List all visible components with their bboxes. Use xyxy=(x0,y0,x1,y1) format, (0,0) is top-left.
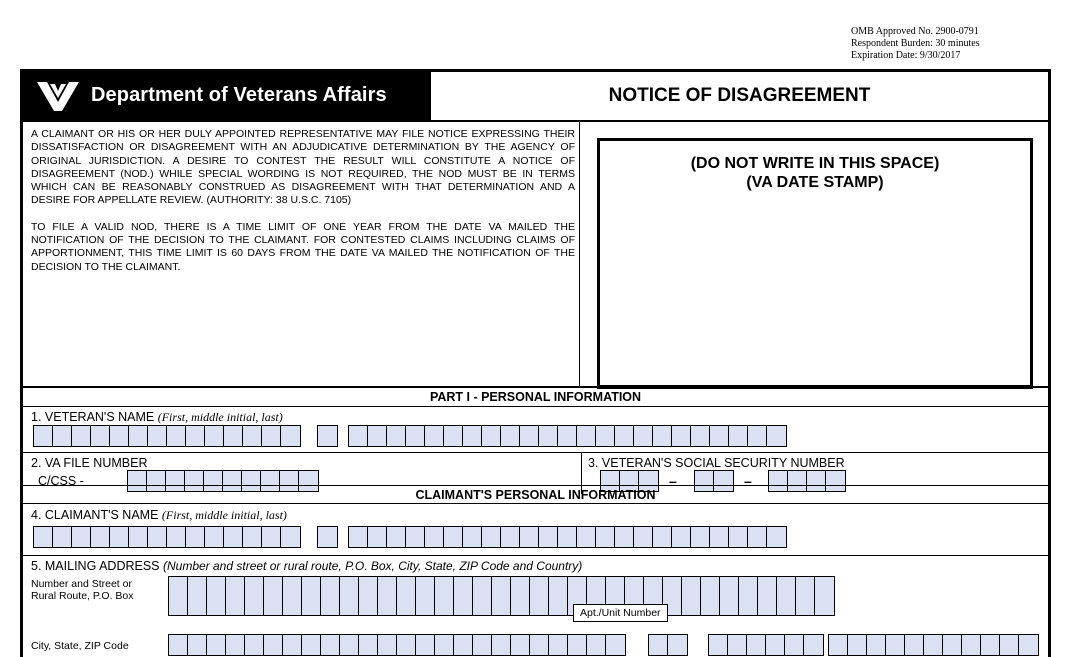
city-input[interactable] xyxy=(168,634,626,656)
form-header xyxy=(23,72,1048,122)
veteran-name-hint: (First, middle initial, last) xyxy=(157,410,283,424)
zip-code-input[interactable] xyxy=(828,634,1039,656)
mailing-address-label xyxy=(31,559,582,573)
va-logo-icon xyxy=(34,78,82,114)
street-label: Number and Street or Rural Route, P.O. Box xyxy=(31,578,134,602)
veteran-name-label xyxy=(31,410,283,425)
claimant-first-name-input[interactable] xyxy=(33,526,301,548)
stamp-line-2: (VA DATE STAMP) xyxy=(746,174,884,191)
form xyxy=(20,69,1051,657)
omb-expiration: Expiration Date: 9/30/2017 xyxy=(851,50,961,61)
department-name: Department of Veterans Affairs xyxy=(91,84,387,106)
street-address-input[interactable] xyxy=(168,576,835,616)
stamp-line-1: (DO NOT WRITE IN THIS SPACE) xyxy=(690,155,940,172)
file-number-prefix: C/CSS - xyxy=(38,474,84,488)
claimant-name-hint: (First, middle initial, last) xyxy=(161,508,287,522)
ssn-dash-1: – xyxy=(669,473,677,489)
intro-paragraph-2: TO FILE A VALID NOD, THERE IS A TIME LIMIT OF ONE YEAR FROM THE DATE VA MAILED THE NOTIFICATION OF THE DECISION TO THE CLAIMANT. FOR CONTESTED CLAIMS INCLUDING CLAIMS OF APPORTIONMENT, THIS TIME LIMIT IS 60 DAYS FROM THE DATE VA MAILED THE NOTIFICATION OF THE DECISION TO THE CLAIMANT. xyxy=(31,220,575,273)
claimant-heading: CLAIMANT'S PERSONAL INFORMATION xyxy=(23,485,1048,504)
claimant-name-label-text: 4. CLAIMANT'S NAME xyxy=(31,508,159,522)
claimant-middle-initial-input[interactable] xyxy=(317,526,338,548)
intro-divider xyxy=(579,122,580,386)
intro-section xyxy=(23,122,1048,388)
department-banner xyxy=(23,72,431,120)
part1-heading: PART I - PERSONAL INFORMATION xyxy=(23,388,1048,407)
form-title: NOTICE OF DISAGREEMENT xyxy=(608,85,871,106)
city-label: City, State, ZIP Code xyxy=(31,640,129,652)
mailing-address-hint: (Number and street or rural route, P.O. Box, City, State, ZIP Code and Country) xyxy=(163,559,583,573)
veteran-name-label-text: 1. VETERAN'S NAME xyxy=(31,410,155,424)
mailing-address-label-text: 5. MAILING ADDRESS xyxy=(31,559,160,573)
omb-burden: Respondent Burden: 30 minutes xyxy=(851,38,980,49)
claimant-name-label xyxy=(31,508,287,523)
va-date-stamp-area xyxy=(597,138,1033,389)
state-input[interactable] xyxy=(648,634,688,656)
veteran-middle-initial-input[interactable] xyxy=(317,425,338,447)
ssn-label: 3. VETERAN'S SOCIAL SECURITY NUMBER xyxy=(588,456,845,470)
intro-text xyxy=(31,128,575,274)
file-number-label: 2. VA FILE NUMBER xyxy=(31,456,148,470)
apt-unit-label: Apt./Unit Number xyxy=(573,604,668,622)
omb-approved: OMB Approved No. 2900-0791 xyxy=(851,26,979,37)
intro-paragraph-1: A CLAIMANT OR HIS OR HER DULY APPOINTED REPRESENTATIVE MAY FILE NOTICE EXPRESSING THEIR DISSATISFACTION OR DISAGREEMENT WITH AN ADJUDICATIVE DETERMINATION BY THE AGENCY OF ORIGINAL JURISDICTION. A DESIRE TO CONTEST THE RESULT WILL CONSTITUTE A NOTICE OF DISAGREEMENT (NOD.) WHILE SPECIAL WORDING IS NOT REQUIRED, THE NOD MUST BE IN TERMS WHICH CAN BE REASONABLY CONSTRUED AS DISAGREEMENT WITH THAT DETERMINATION AND A DESIRE FOR APPELLATE REVIEW. (AUTHORITY: 38 U.S.C. 7105) xyxy=(31,128,575,207)
veteran-last-name-input[interactable] xyxy=(348,425,787,447)
country-input[interactable] xyxy=(708,634,824,656)
omb-info xyxy=(851,26,980,62)
claimant-last-name-input[interactable] xyxy=(348,526,787,548)
veteran-first-name-input[interactable] xyxy=(33,425,301,447)
ssn-dash-2: – xyxy=(744,473,752,489)
divider-2 xyxy=(23,555,1048,556)
divider-1 xyxy=(23,452,1048,453)
